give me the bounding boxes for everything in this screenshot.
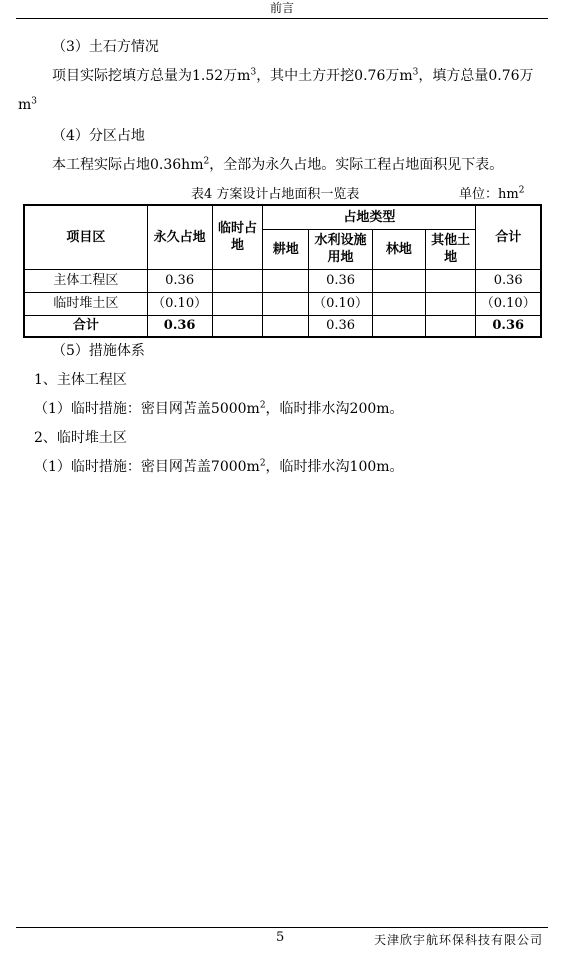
superscript-3: 3: [250, 67, 257, 78]
zoning-heading: （4）分区占地: [52, 128, 145, 144]
cell-area: 合计: [24, 315, 147, 337]
cell-other: [425, 292, 476, 315]
cell-other: [425, 315, 476, 337]
cell-forest: [373, 315, 426, 337]
stockpile-measures: [34, 457, 562, 477]
zoning-text-a: 本工程实际占地0.36hm: [52, 157, 204, 173]
earthwork-paragraph: [52, 66, 565, 86]
main-area-text-b: ，临时排水沟200m。: [265, 401, 404, 417]
header-total: 合计: [476, 205, 541, 269]
superscript-2: 2: [259, 400, 266, 411]
earthwork-heading: （3）土石方情况: [52, 39, 159, 55]
earthwork-text-a: 项目实际挖填方总量为1.52万m: [52, 68, 251, 84]
table-caption: 表4 方案设计占地面积一览表: [191, 187, 360, 202]
header-other: 其他土地: [425, 229, 476, 269]
zoning-paragraph: [52, 155, 565, 175]
cell-water: 0.36: [309, 269, 373, 292]
cell-temporary: [212, 315, 263, 337]
cell-forest: [373, 292, 426, 315]
superscript-2: 2: [203, 156, 210, 167]
superscript-2: 2: [518, 185, 525, 196]
cell-permanent: （0.10）: [147, 292, 212, 315]
cell-area: 主体工程区: [24, 269, 147, 292]
page-header: [16, 0, 548, 19]
table-row: [24, 269, 541, 292]
cell-cultivated: [263, 292, 309, 315]
stockpile-text-b: ，临时排水沟100m。: [265, 459, 404, 475]
table-unit-label: 单位：hm: [459, 187, 519, 202]
earthwork-text-c: ，填方总量0.76万: [418, 68, 534, 84]
measures-heading: （5）措施体系: [52, 343, 145, 359]
company-name: 天津欣宇航环保科技有限公司: [373, 933, 543, 947]
header-temporary: 临时占地: [212, 205, 263, 269]
superscript-3: 3: [31, 96, 38, 107]
table-row-total: [24, 315, 541, 337]
main-area-text-a: （1）临时措施：密目网苫盖5000m: [34, 401, 260, 417]
cell-total: 0.36: [476, 315, 541, 337]
header-water: 水利设施用地: [309, 229, 373, 269]
stockpile-heading: 2、临时堆土区: [34, 430, 127, 446]
header-area: 项目区: [24, 205, 147, 269]
cell-permanent: 0.36: [147, 315, 212, 337]
header-cultivated: 耕地: [263, 229, 309, 269]
earthwork-text-b: ，其中土方开挖0.76万m: [256, 68, 413, 84]
stockpile-text-a: （1）临时措施：密目网苫盖7000m: [34, 459, 260, 475]
cell-cultivated: [263, 315, 309, 337]
header-title: 前言: [269, 1, 294, 15]
table-row: [24, 292, 541, 315]
main-area-measures: [34, 399, 562, 419]
footer-divider: [16, 927, 548, 928]
superscript-2: 2: [259, 458, 266, 469]
cell-temporary: [212, 269, 263, 292]
land-occupation-table: [23, 204, 542, 338]
earthwork-paragraph-cont: [18, 95, 546, 115]
cell-water: （0.10）: [309, 292, 373, 315]
zoning-text-b: ，全部为永久占地。实际工程占地面积见下表。: [209, 157, 504, 173]
header-forest: 林地: [373, 229, 426, 269]
superscript-3: 3: [412, 67, 419, 78]
cell-other: [425, 269, 476, 292]
cell-total: 0.36: [476, 269, 541, 292]
page-number: 5: [276, 930, 285, 945]
cell-area: 临时堆土区: [24, 292, 147, 315]
header-permanent: 永久占地: [147, 205, 212, 269]
main-area-heading: 1、主体工程区: [34, 372, 127, 388]
cell-forest: [373, 269, 426, 292]
cell-cultivated: [263, 269, 309, 292]
cell-temporary: [212, 292, 263, 315]
table-unit: [459, 186, 524, 204]
header-land-type: 占地类型: [263, 205, 476, 229]
earthwork-text-d: m: [18, 97, 32, 113]
cell-total: （0.10）: [476, 292, 541, 315]
cell-permanent: 0.36: [147, 269, 212, 292]
cell-water: 0.36: [309, 315, 373, 337]
